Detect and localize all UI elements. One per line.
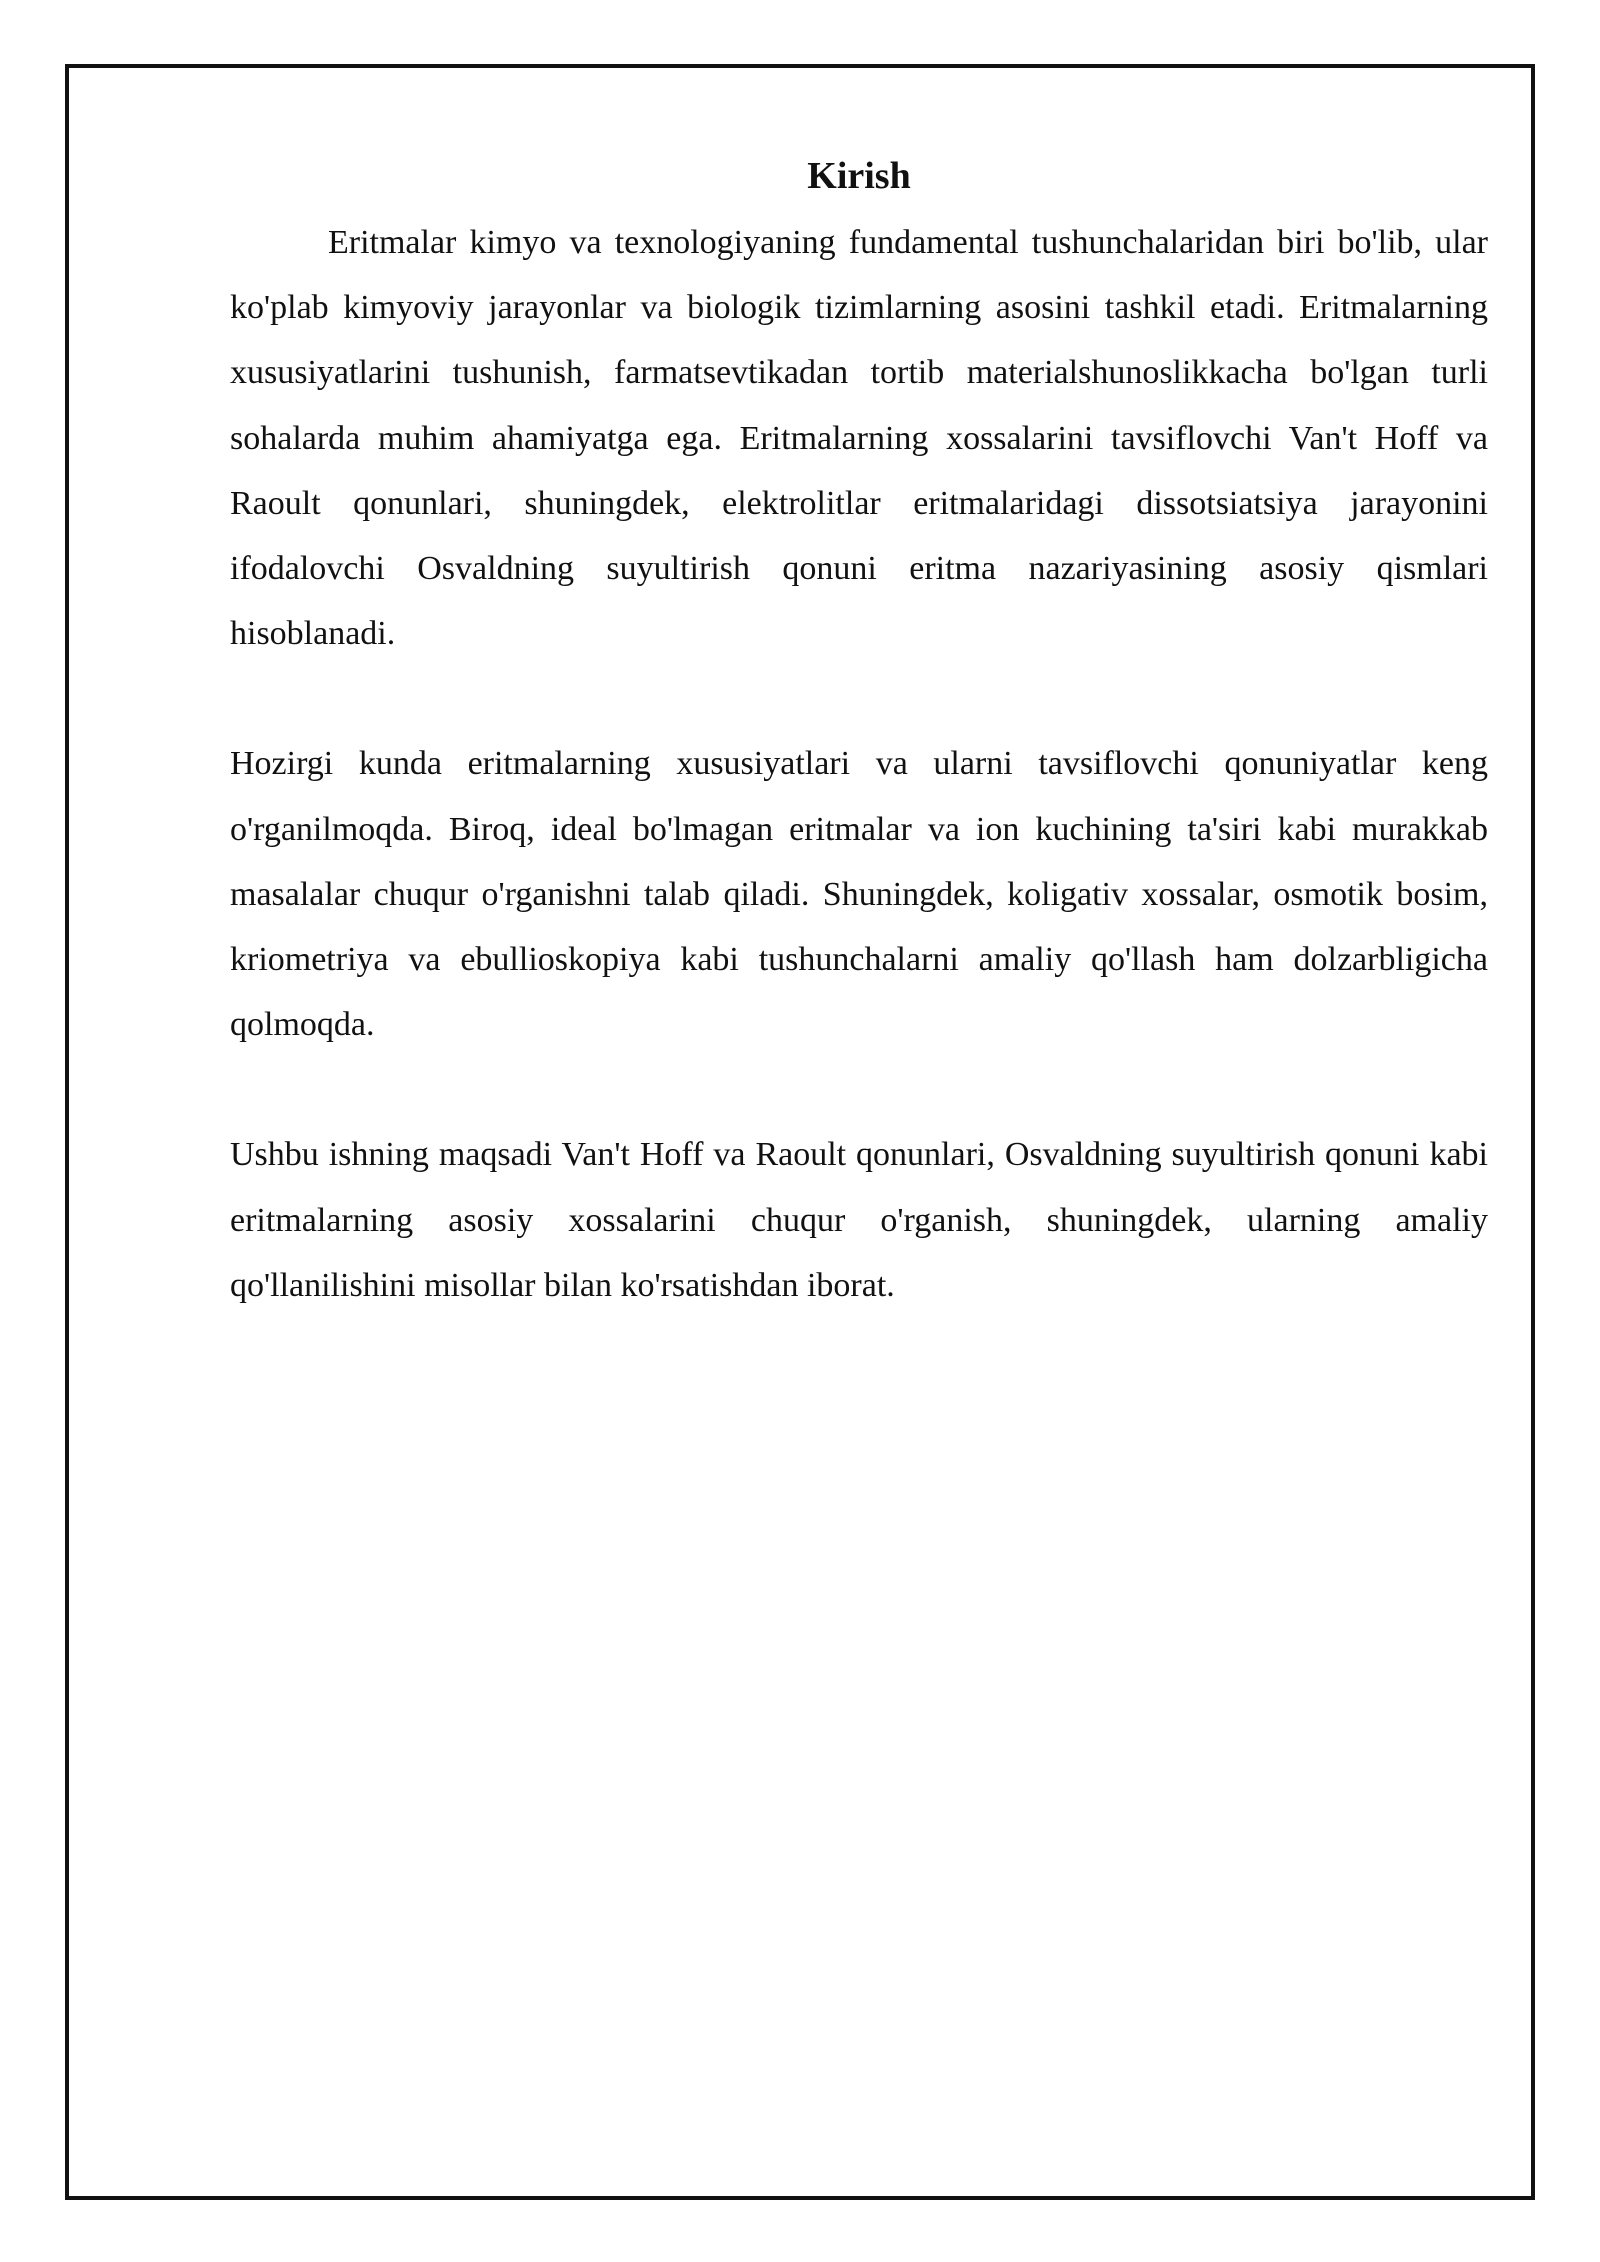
paragraph-1: Eritmalar kimyo va texnologiyaning fundamental tushunchalaridan biri bo'lib, ular ko'plab kimyoviy jarayonlar va biologik tizimlarning asosini tashkil etadi. Eritmalarning xususiyatlarini tushunish, farmatsevtikadan tortib materialshunoslikkacha bo'lgan turli sohalarda muhim ahamiyatga ega. Eritmalarning xossalarini tavsiflovchi Van't Hoff va Raoult qonunlari, shuningdek, elektrolitlar eritmalaridagi dissotsiatsiya jarayonini ifodalovchi Osvaldning suyultirish qonuni eritma nazariyasining asosiy qismlari hisoblanadi. [230,224,1488,653]
paragraph-2: Hozirgi kunda eritmalarning xususiyatlari va ularni tavsiflovchi qonuniyatlar keng o'rganilmoqda. Biroq, ideal bo'lmagan eritmalar va ion kuchining ta'siri kabi murakkab masalalar chuqur o'rganishni talab qiladi. Shuningdek, koligativ xossalar, osmotik bosim, kriometriya va ebullioskopiya kabi tushunchalarni amaliy qo'llash ham dolzarbligicha qolmoqda. [230,745,1488,1044]
document-body [230,150,1488,1383]
document-title: Kirish [807,155,911,197]
paragraph-3: Ushbu ishning maqsadi Van't Hoff va Raoult qonunlari, Osvaldning suyultirish qonuni kabi eritmalarning asosiy xossalarini chuqur o'rganish, shuningdek, ularning amaliy qo'llanilishini misollar bilan ko'rsatishdan iborat. [230,1136,1488,1304]
